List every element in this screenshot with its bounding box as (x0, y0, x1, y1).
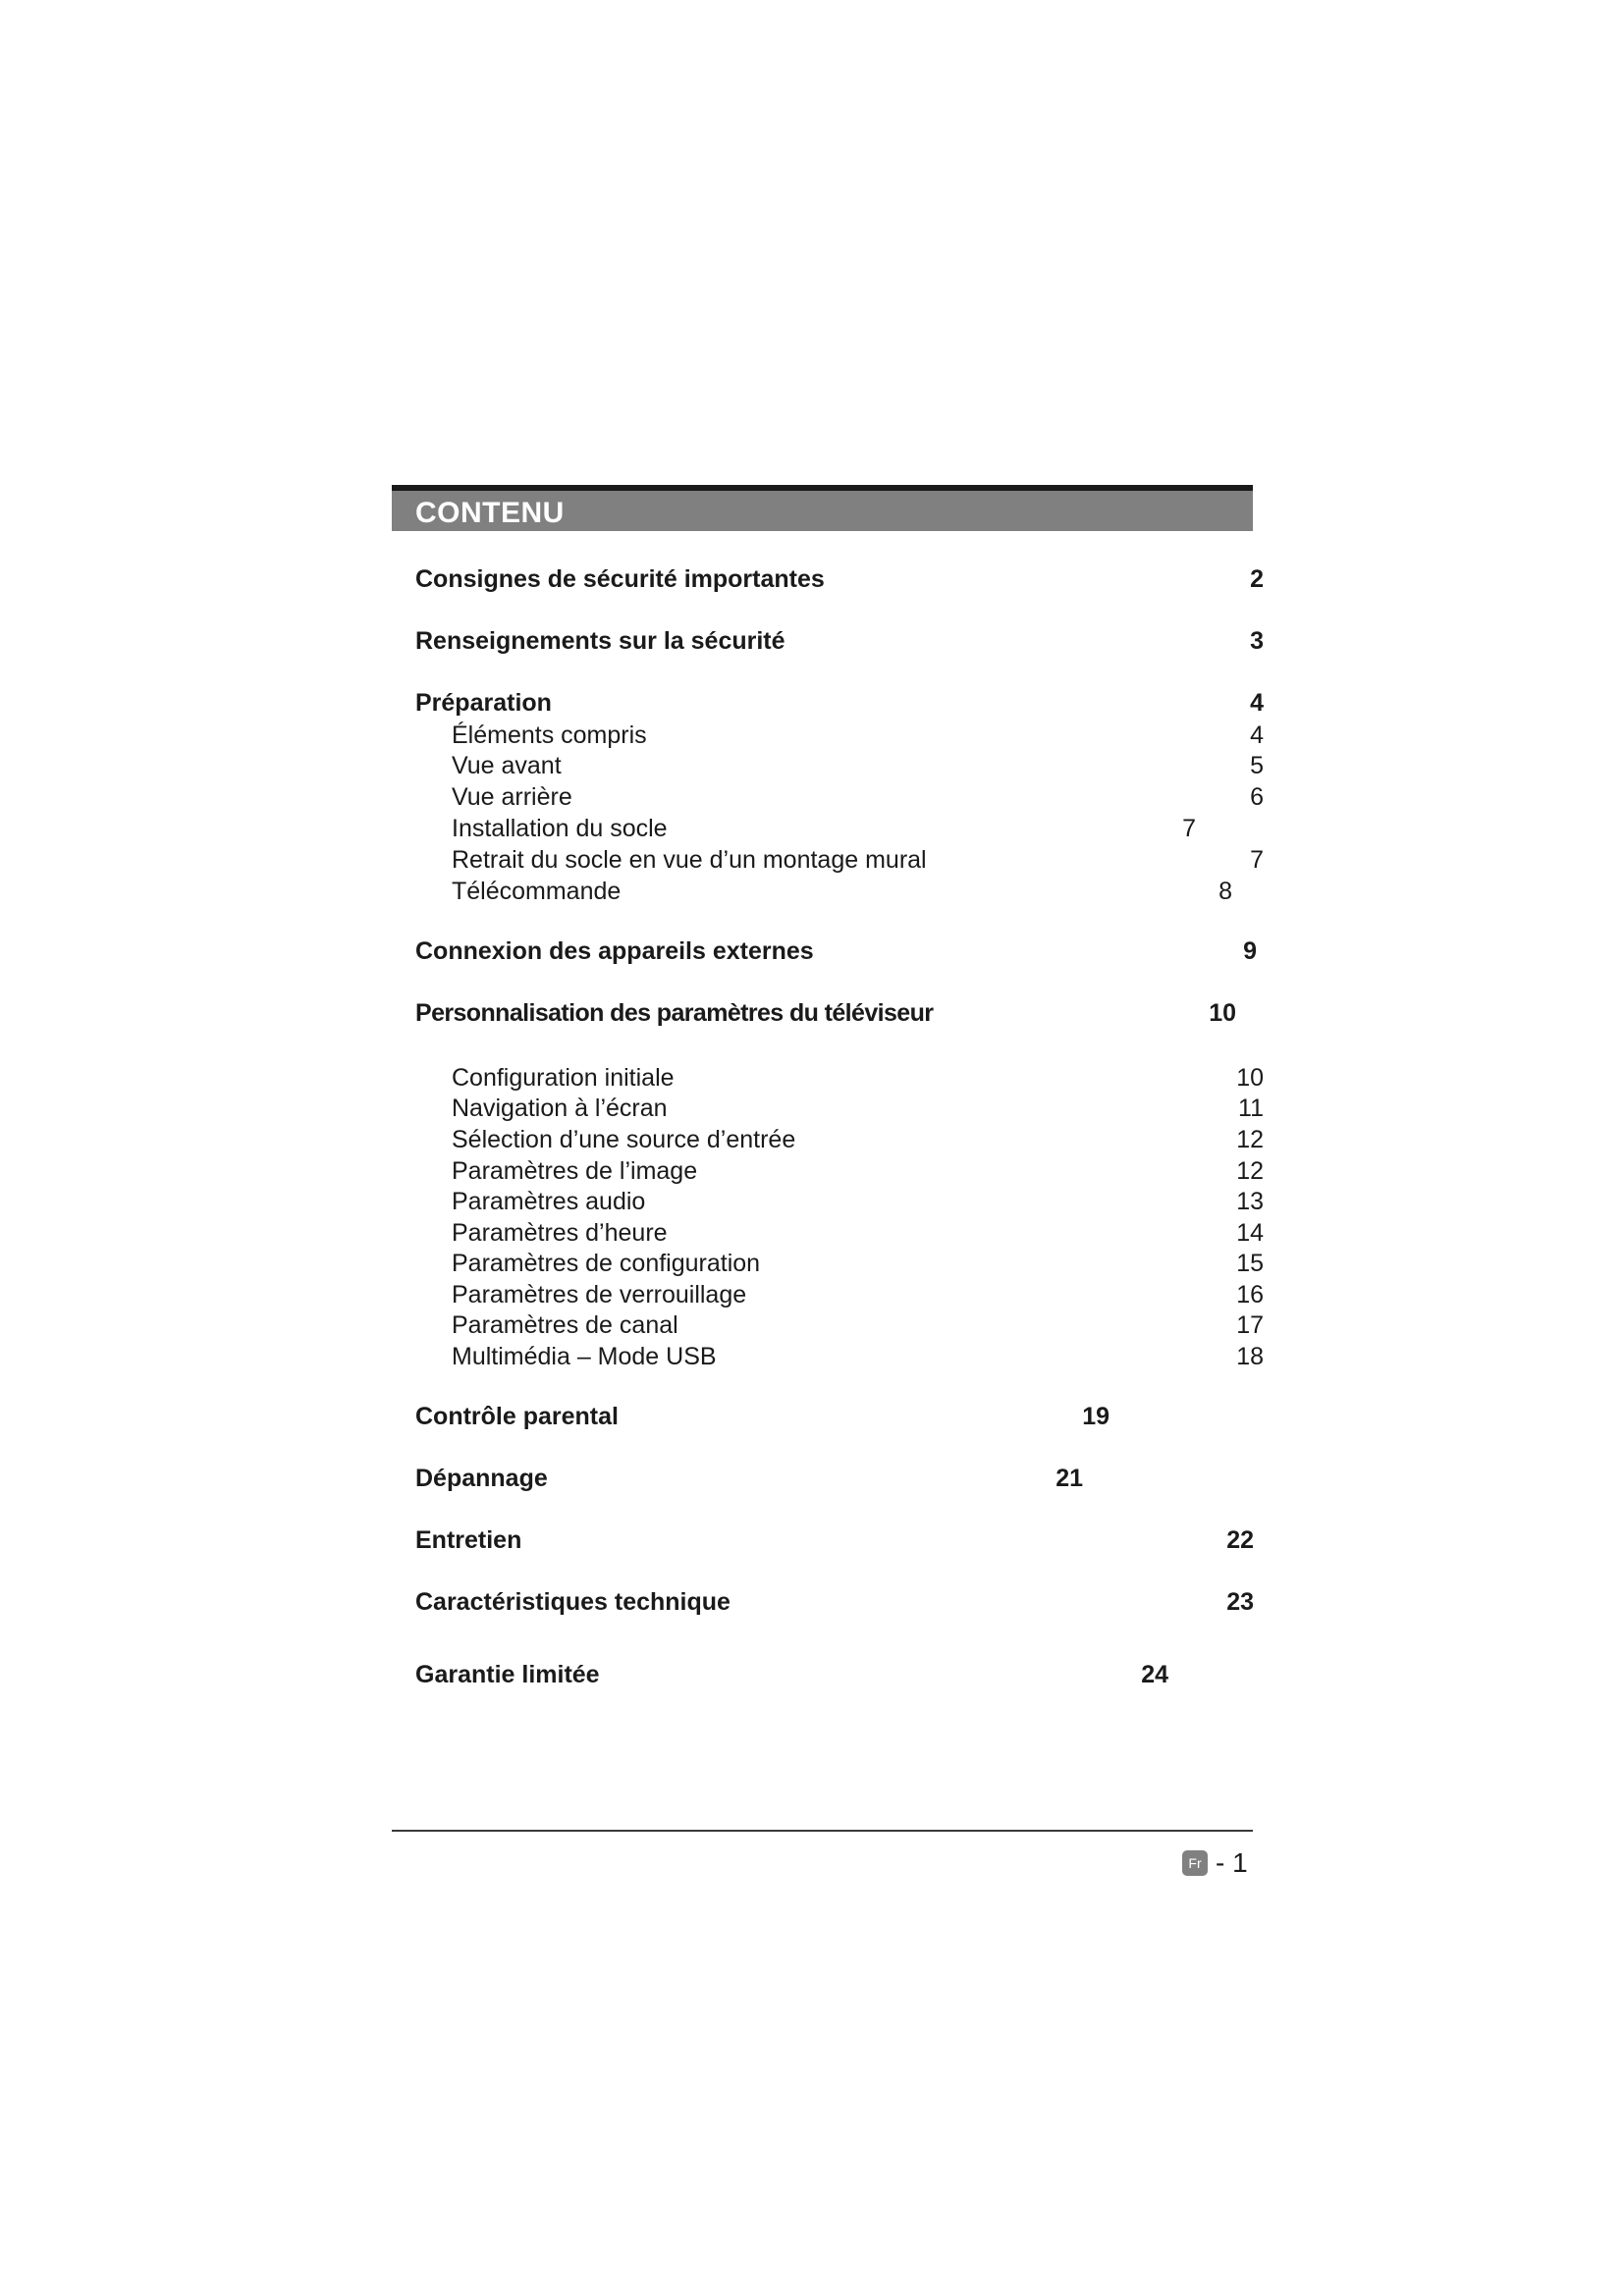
toc-entry-page: 9 (1243, 937, 1257, 965)
toc-entry-label: Paramètres de configuration (452, 1250, 761, 1277)
toc-entry-label: Paramètres de l’image (452, 1157, 698, 1185)
toc-subentry[interactable] (452, 1217, 1264, 1249)
toc-entry-label: Consignes de sécurité importantes (415, 565, 825, 593)
toc-entry-page: 11 (1238, 1095, 1264, 1122)
toc-subentry[interactable] (452, 844, 1264, 876)
toc-entry-label: Éléments compris (452, 721, 647, 749)
toc-entry[interactable] (415, 1524, 1254, 1556)
toc-subentry[interactable] (452, 1093, 1264, 1124)
toc-subentry[interactable] (452, 781, 1264, 813)
toc-entry-page: 17 (1236, 1311, 1264, 1339)
toc-entry-label: Préparation (415, 689, 552, 717)
toc-entry-label: Installation du socle (452, 815, 668, 842)
toc-entry-label: Sélection d’une source d’entrée (452, 1126, 796, 1153)
toc-entry-page: 10 (1236, 1064, 1264, 1092)
toc-entry-page: 12 (1236, 1126, 1264, 1153)
toc-subentry[interactable] (452, 750, 1264, 781)
toc-entry-label: Renseignements sur la sécurité (415, 627, 785, 655)
toc-entry[interactable] (415, 1401, 1110, 1432)
page-title: CONTENU (415, 497, 565, 529)
toc-entry-page: 24 (1141, 1661, 1168, 1688)
toc-subentry[interactable] (452, 876, 1232, 907)
toc-entry-page: 2 (1250, 565, 1264, 593)
toc-entry-page: 21 (1056, 1465, 1083, 1492)
toc-subentry[interactable] (452, 1279, 1264, 1310)
toc-subentry[interactable] (452, 1155, 1264, 1187)
toc-entry-label: Paramètres audio (452, 1188, 646, 1215)
page-number: - 1 (1216, 1847, 1248, 1878)
toc-entry-label: Caractéristiques technique (415, 1588, 731, 1616)
footer-rule (392, 1830, 1253, 1832)
toc-entry-label: Connexion des appareils externes (415, 937, 814, 965)
toc-entry-page: 23 (1226, 1588, 1254, 1616)
page-footer (1182, 1848, 1248, 1878)
toc-entry-page: 4 (1250, 689, 1264, 717)
toc-entry-label: Paramètres de verrouillage (452, 1281, 747, 1308)
toc-entry[interactable] (415, 563, 1264, 595)
toc-entry-label: Dépannage (415, 1465, 548, 1492)
toc-entry-page: 14 (1236, 1219, 1264, 1247)
toc-subentry[interactable] (452, 1062, 1264, 1094)
toc-entry-page: 6 (1250, 783, 1264, 811)
toc-entry-label: Garantie limitée (415, 1661, 600, 1688)
toc-entry-page: 15 (1236, 1250, 1264, 1277)
toc-entry-label: Vue arrière (452, 783, 572, 811)
toc-entry-page: 7 (1182, 815, 1196, 842)
toc-entry-page: 5 (1250, 752, 1264, 779)
toc-entry-label: Paramètres d’heure (452, 1219, 668, 1247)
toc-entry-label: Personnalisation des paramètres du téléviseur (415, 999, 934, 1027)
toc-entry-label: Télécommande (452, 878, 622, 905)
toc-subentry[interactable] (452, 720, 1264, 751)
contents-header-bar (392, 485, 1253, 531)
toc-entry[interactable] (415, 997, 1236, 1029)
toc-entry-page: 4 (1250, 721, 1264, 749)
language-badge: Fr (1182, 1850, 1208, 1876)
toc-entry-page: 19 (1082, 1403, 1110, 1430)
toc-entry-label: Entretien (415, 1526, 522, 1554)
toc-entry-label: Configuration initiale (452, 1064, 675, 1092)
toc-subentry[interactable] (452, 1186, 1264, 1217)
toc-entry-page: 7 (1250, 846, 1264, 874)
toc-entry-page: 8 (1218, 878, 1232, 905)
toc-entry[interactable] (415, 1659, 1168, 1690)
toc-entry-label: Navigation à l’écran (452, 1095, 668, 1122)
toc-subentry[interactable] (452, 1341, 1264, 1372)
toc-entry-page: 22 (1226, 1526, 1254, 1554)
toc-subentry[interactable] (452, 813, 1196, 844)
toc-entry[interactable] (415, 625, 1264, 657)
toc-entry[interactable] (415, 687, 1264, 719)
toc-subentry[interactable] (452, 1248, 1264, 1279)
toc-entry-page: 13 (1236, 1188, 1264, 1215)
toc-entry-label: Retrait du socle en vue d’un montage mural (452, 846, 927, 874)
toc-entry-page: 10 (1209, 999, 1236, 1027)
toc-entry-page: 16 (1236, 1281, 1264, 1308)
toc-entry-label: Multimédia – Mode USB (452, 1343, 717, 1370)
toc-entry-page: 18 (1236, 1343, 1264, 1370)
toc-entry[interactable] (415, 935, 1257, 967)
toc-entry-page: 3 (1250, 627, 1264, 655)
toc-entry-label: Vue avant (452, 752, 562, 779)
toc-entry[interactable] (415, 1586, 1254, 1618)
toc-subentry[interactable] (452, 1309, 1264, 1341)
toc-entry[interactable] (415, 1463, 1083, 1494)
toc-entry-label: Paramètres de canal (452, 1311, 678, 1339)
toc-subentry[interactable] (452, 1124, 1264, 1155)
toc-entry-label: Contrôle parental (415, 1403, 619, 1430)
toc-entry-page: 12 (1236, 1157, 1264, 1185)
